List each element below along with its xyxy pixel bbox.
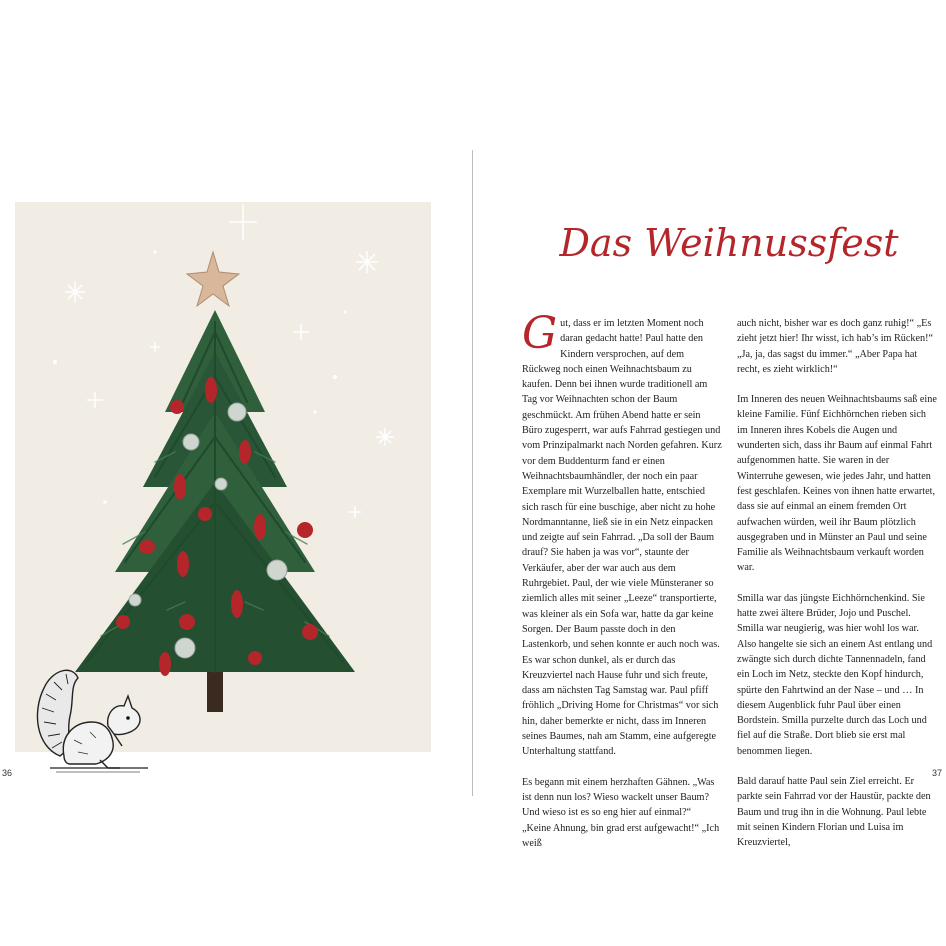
text-column-2 [737, 316, 937, 866]
paragraph: auch nicht, bisher war es doch ganz ruhig!“ „Es zieht jetzt hier! Ihr wisst, ich hab’s im Rücken!“ „Ja, ja, das sagst du immer.“ „Aber Papa hat recht, es zieht wirklich!“ [737, 318, 934, 375]
paragraph [522, 308, 722, 760]
chapter-title-text: Das Weihnussfest [559, 221, 899, 265]
squirrel-icon [30, 660, 152, 778]
paragraph: Im Inneren des neuen Weihnachtsbaums saß eine kleine Familie. Fünf Eichhörnchen rieben sich im Inneren ihres Kobels die Augen und wunderten sich, dass ihr Baum auf einmal Fahrt aufgenommen hatte. Sie waren in der Winterruhe gewesen, wie jedes Jahr, und hatten fest geschlafen. Keines von ihnen hatte erwartet, dass sie auf einmal an einem fremden Ort aufwachen würden, weil ihr Baum plötzlich ausgegraben und in Münster an Paul und seine Familie als Weihnachtsbaum verkauft worden war. [737, 394, 937, 574]
text-column-1 [522, 308, 722, 866]
chapter-title [559, 212, 899, 272]
paragraph: Smilla war das jüngste Eichhörnchenkind. Sie hatte zwei ältere Brüder, Jojo und Puschel. Smilla war neugierig, was hier wohl los war. Also hangelte sie sich an einem Ast entlang und zwängte sich durch dichte Tannennadeln, fand ein Loch im Netz, steckte den Kopf hindurch, spürte den Fahrtwind an der Nase – und … In diesem Augenblick fuhr Paul über einen Bordstein. Smilla purzelte durch das Loch und fiel auf die Straße. Dort blieb sie erst mal benommen liegen. [737, 592, 933, 757]
gutter-line [472, 150, 473, 796]
paragraph: Bald darauf hatte Paul sein Ziel erreicht. Er parkte sein Fahrrad vor der Haustür, packte den Baum und trug ihn in die Wohnung. Paul lebte mit seinen Kindern Florian und Luisa im Kreuzviertel, [737, 776, 931, 849]
page-number-left: 36 [2, 768, 13, 778]
paragraph-text: ut, dass er im letzten Moment noch daran gedacht hatte! Paul hatte den Kindern versprochen, auf dem Rückweg noch einen Weihnachtsbaum zu kaufen. Denn bei ihnen wurde traditionell am Tag vor Weihnachten schon der Baum geschmückt. Am frühen Abend hatte er sein Büro zugesperrt, war aufs Fahrrad gestiegen und vom Prinzipalmarkt nach Norden gefahren. Kurz vor dem Buddenturm fand er einen Weihnachtsbaumhändler, der noch ein paar Exemplare mit Wurzelballen hatte, entschied sich rasch für eine buschige, aber nicht zu hohe Nordmanntanne, ließ sie in ein Netz einpacken und zeigte auf sein Fahrrad. „Da soll der Baum drauf? Sie haben ja was vor“, staunte der Verkäufer, aber der war auch aus dem Ruhrgebiet. Paul, der wie viele Münsteraner so ziemlich alles mit seiner „Leeze“ transportierte, was kleiner als ein Sofa war, hatte da gar keine Sorgen. Der Baum passte doch in den Lastenkorb, und sehen konnte er auch noch was. Es war schon dunkel, als er durch das Kreuzviertel nach Hause fuhr und sich freute, dass am nächsten Tag Samstag war. Paul pfiff fröhlich „Driving Home for Christmas“ vor sich hin, daher bemerkte er nicht, dass im Inneren seines Baumes, nah am Stamm, eine aufgeregte Unterhaltung stattfand. [522, 318, 722, 758]
paragraph: Es begann mit einem herzhaften Gähnen. „Was ist denn nun los? Wieso wackelt unser Baum? Und wieso ist es so eng hier auf einmal?“ „Keine Ahnung, bin grad erst aufgewacht!“ „Ich weiß [522, 776, 720, 849]
drop-cap: G [522, 308, 558, 359]
page-number-right: 37 [932, 768, 943, 778]
